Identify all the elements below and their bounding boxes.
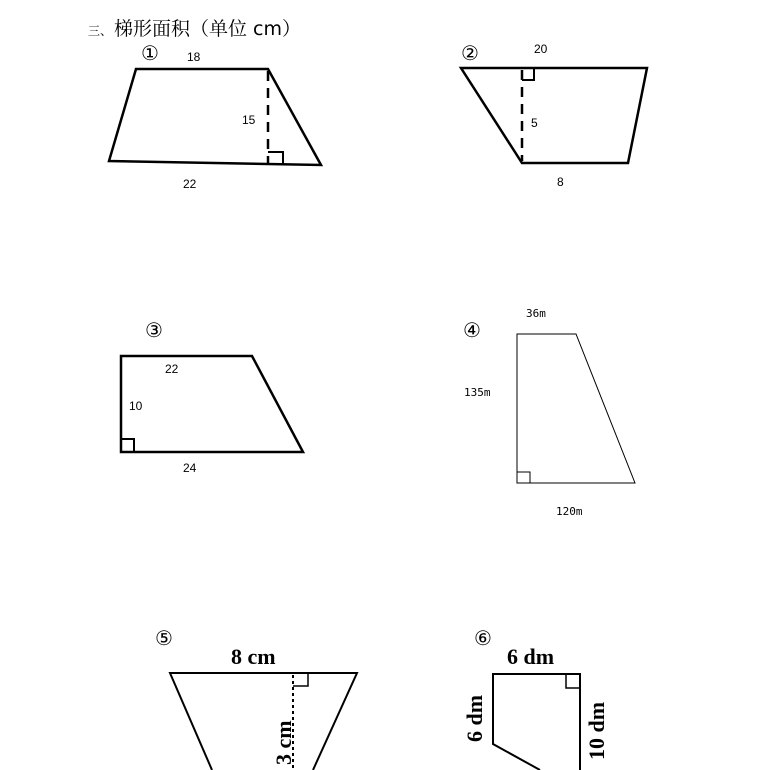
figure-5-right-angle-mark — [293, 673, 308, 686]
figure-2-bottom-label: 8 — [557, 175, 564, 189]
figure-1-trapezoid — [109, 69, 321, 165]
figure-5-top-label: 8 cm — [231, 644, 276, 669]
figure-2-top-label: 20 — [534, 42, 548, 56]
figure-4-bottom-label: 120m — [556, 505, 583, 518]
figure-6 — [462, 626, 609, 770]
figure-4-marker: ④ — [463, 318, 481, 342]
figure-3-marker: ③ — [145, 318, 163, 342]
figure-6-marker: ⑥ — [474, 626, 492, 650]
figure-2 — [461, 41, 647, 189]
section-title: 梯形面积（单位 cm） — [114, 18, 302, 40]
figure-6-right-angle-mark — [566, 674, 580, 688]
figure-6-top-label: 6 dm — [507, 644, 555, 669]
figure-1-right-angle-mark — [268, 152, 283, 164]
figure-1-bottom-label: 22 — [183, 177, 197, 191]
figure-4-top-label: 36m — [526, 307, 546, 320]
figure-1-marker: ① — [141, 41, 159, 65]
figure-5-trapezoid — [170, 673, 357, 770]
figure-4 — [463, 307, 635, 518]
figure-1 — [109, 41, 321, 191]
figure-2-height-label: 5 — [531, 116, 538, 130]
figure-4-trapezoid — [517, 334, 635, 483]
figure-3-height-label: 10 — [129, 399, 143, 413]
figure-4-right-angle-mark — [517, 472, 530, 483]
section-number: 三、 — [88, 24, 113, 38]
figure-2-right-angle-mark — [522, 68, 534, 80]
figure-6-left-label: 6 dm — [462, 694, 487, 742]
figure-5 — [155, 626, 357, 770]
figure-2-marker: ② — [461, 41, 479, 65]
figure-3-trapezoid — [121, 356, 303, 452]
figure-5-height-label: 3 cm — [271, 720, 296, 765]
figure-3 — [121, 318, 303, 475]
figure-2-trapezoid — [461, 68, 647, 163]
figure-5-marker: ⑤ — [155, 626, 173, 650]
figure-3-top-label: 22 — [165, 362, 179, 376]
figure-1-height-label: 15 — [242, 113, 256, 127]
figure-3-bottom-label: 24 — [183, 461, 197, 475]
figure-4-height-label: 135m — [464, 386, 491, 399]
figure-1-top-label: 18 — [187, 50, 201, 64]
figure-6-right-label: 10 dm — [584, 701, 609, 760]
figure-3-right-angle-mark — [121, 439, 134, 452]
